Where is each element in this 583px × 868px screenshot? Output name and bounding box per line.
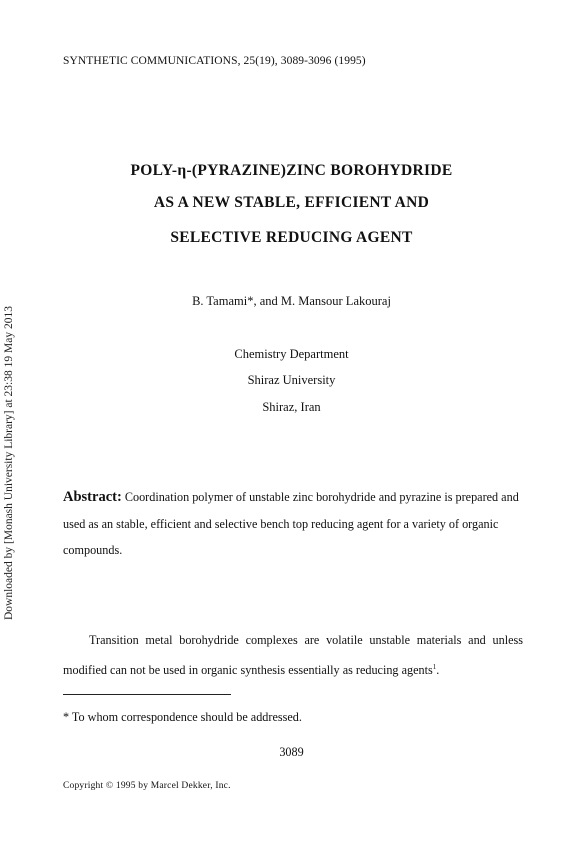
title-line-1: POLY-η-(PYRAZINE)ZINC BOROHYDRIDE (130, 162, 453, 179)
title-line-2: AS A NEW STABLE, EFFICIENT AND (153, 194, 430, 211)
abstract (63, 484, 523, 564)
abstract-text: Coordination polymer of unstable zinc borohydride and pyrazine is prepared and used as an stable, efficient and selective bench top reducing agent for a variety of organic compounds. (63, 490, 519, 557)
reference-superscript: 1 (432, 663, 437, 671)
affiliation-university: Shiraz University (247, 373, 336, 387)
abstract-label: Abstract: (63, 489, 122, 505)
copyright: Copyright © 1995 by Marcel Dekker, Inc. (63, 781, 231, 791)
footnote: * To whom correspondence should be addressed. (63, 710, 302, 724)
title-line-3: SELECTIVE REDUCING AGENT (170, 229, 413, 246)
body-text (63, 627, 523, 684)
paragraph-end: . (436, 663, 440, 678)
footnote-rule (63, 694, 231, 695)
journal-header: SYNTHETIC COMMUNICATIONS, 25(19), 3089-3096 (1995) (63, 55, 366, 67)
affiliation-location: Shiraz, Iran (262, 400, 321, 414)
affiliation-department: Chemistry Department (234, 347, 349, 361)
authors: B. Tamami*, and M. Mansour Lakouraj (192, 294, 391, 308)
paragraph-text: Transition metal borohydride complexes are volatile unstable materials and unless modified can not be used in organic synthesis essentially as reducing agents (63, 633, 523, 678)
page-number: 3089 (279, 745, 304, 759)
paragraph (63, 627, 523, 684)
download-stamp: Downloaded by [Monash University Library] at 23:38 19 May 2013 (3, 306, 15, 620)
